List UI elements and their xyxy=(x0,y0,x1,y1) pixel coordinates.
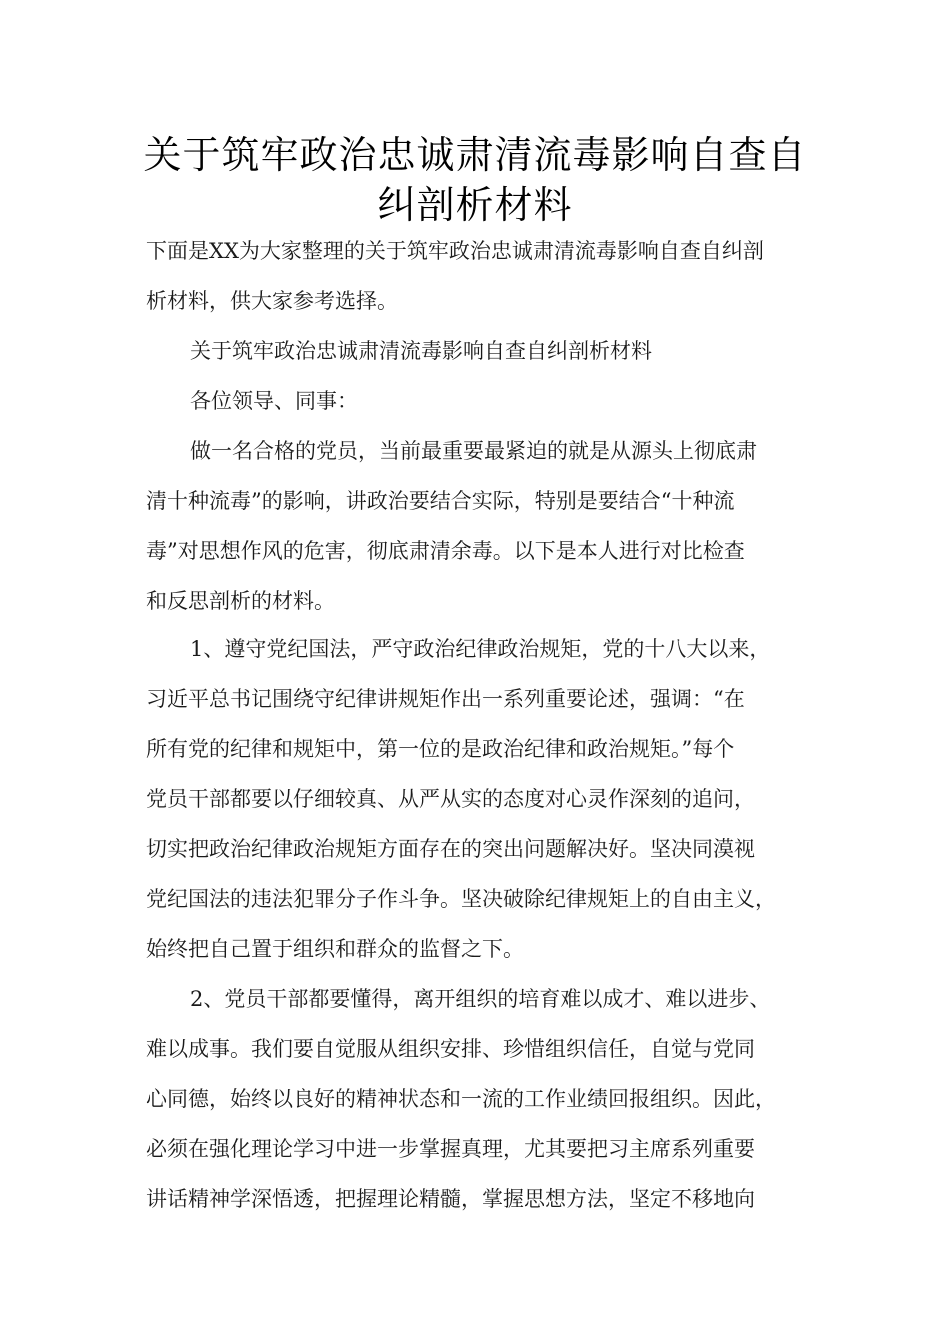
body-line: 切实把政治纪律政治规矩方面存在的突出问题解决好。坚决同漠视 xyxy=(146,837,755,861)
body-line: 党纪国法的违法犯罪分子作斗争。坚决破除纪律规矩上的自由主义， xyxy=(146,887,776,911)
body-line: 2、党员干部都要懂得，离开组织的培育难以成才、难以进步、 xyxy=(190,987,771,1011)
body-line: 毒”对思想作风的危害，彻底肃清余毒。以下是本人进行对比检查 xyxy=(146,539,745,563)
body-line: 心同德，始终以良好的精神状态和一流的工作业绩回报组织。因此， xyxy=(146,1087,776,1111)
body-line: 清十种流毒”的影响，讲政治要结合实际，特别是要结合“十种流 xyxy=(146,489,735,513)
body-line: 1、遵守党纪国法，严守政治纪律政治规矩，党的十八大以来， xyxy=(190,637,771,661)
body-line: 所有党的纪律和规矩中，第一位的是政治纪律和政治规矩。”每个 xyxy=(146,737,735,761)
body-line: 做一名合格的党员，当前最重要最紧迫的就是从源头上彻底肃 xyxy=(190,439,757,463)
body-line: 和反思剖析的材料。 xyxy=(146,589,335,613)
body-line: 习近平总书记围绕守纪律讲规矩作出一系列重要论述，强调：“在 xyxy=(146,687,745,711)
body-line: 各位领导、同事： xyxy=(190,389,358,413)
document-title-line-1: 关于筑牢政治忠诚肃清流毒影响自查自 xyxy=(143,133,807,177)
body-line: 难以成事。我们要自觉服从组织安排、珍惜组织信任，自觉与党同 xyxy=(146,1037,755,1061)
body-line: 析材料，供大家参考选择。 xyxy=(146,289,398,313)
body-line: 讲话精神学深悟透，把握理论精髓，掌握思想方法，坚定不移地向 xyxy=(146,1187,755,1211)
body-line: 党员干部都要以仔细较真、从严从实的态度对心灵作深刻的追问， xyxy=(146,787,755,811)
body-line: 始终把自己置于组织和群众的监督之下。 xyxy=(146,937,524,961)
body-line: 下面是XX为大家整理的关于筑牢政治忠诚肃清流毒影响自查自纠剖 xyxy=(146,239,764,263)
document-title-line-2: 纠剖析材料 xyxy=(377,183,573,227)
body-line: 关于筑牢政治忠诚肃清流毒影响自查自纠剖析材料 xyxy=(190,339,652,363)
body-line: 必须在强化理论学习中进一步掌握真理，尤其要把习主席系列重要 xyxy=(146,1137,755,1161)
